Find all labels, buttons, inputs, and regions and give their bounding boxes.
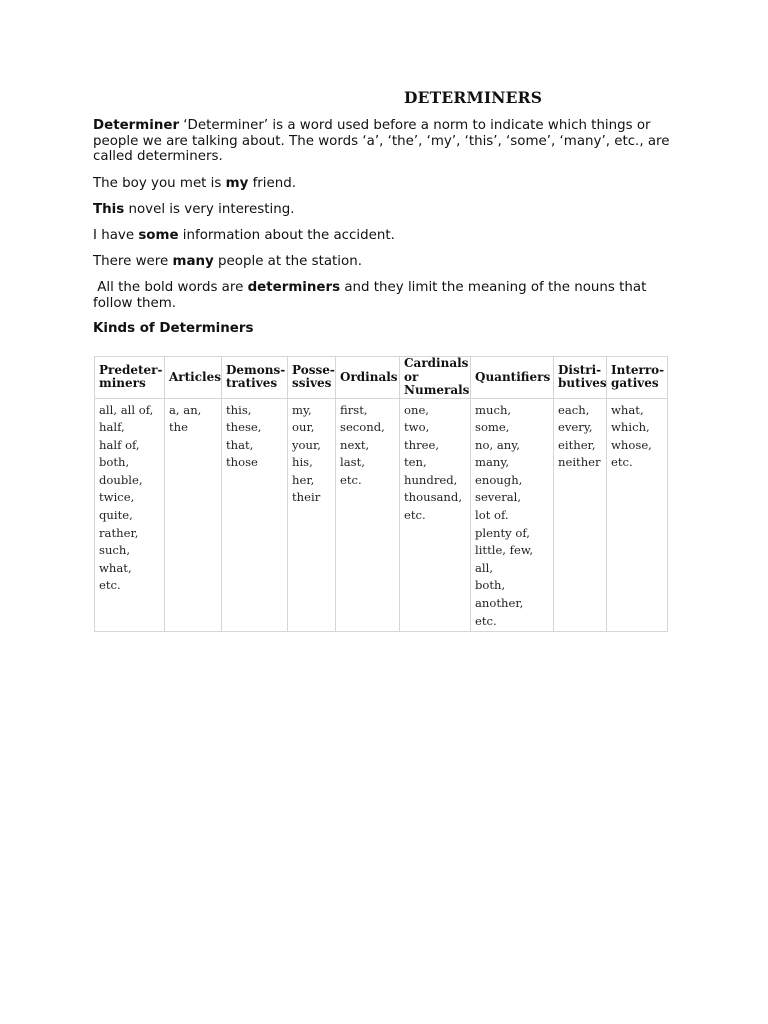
table-cell-item: all, all of, — [99, 402, 154, 417]
column-header-text: ssives — [292, 376, 332, 391]
table-cell-item: whose, — [611, 437, 652, 452]
column-header-text: Demons- — [226, 362, 286, 377]
table-cell-item: quite, — [99, 508, 133, 523]
table-header-row — [95, 357, 668, 399]
table-cell-item: much, — [475, 402, 512, 417]
column-header-text: Distri- — [558, 362, 602, 377]
column-header-text: gatives — [611, 376, 659, 391]
example-text: friend. — [248, 176, 297, 191]
table-cell-item: many, — [475, 455, 510, 470]
intro-text: ‘Determiner’ is a word used before a norm to indicate which things or people we are talking about. The words ‘a’, ‘the’, ‘my’, ‘this’, ‘some’, ‘many’, etc., are called determiners. — [93, 118, 670, 164]
example-text: people at the station. — [213, 254, 362, 269]
example-sentence — [93, 176, 673, 192]
table-cell-item: half, — [99, 420, 125, 435]
table-cell-item: one, — [404, 402, 429, 417]
table-cell-item: both, — [475, 578, 506, 593]
table-cell-item: both, — [99, 455, 130, 470]
table-cell-item: your, — [292, 437, 321, 452]
table-cell-item: etc. — [475, 613, 497, 628]
table-cell-item: several, — [475, 490, 522, 505]
table-cell-item: next, — [340, 437, 370, 452]
table-cell-item: last, — [340, 455, 365, 470]
table-cell-item: our, — [292, 420, 315, 435]
table-row — [95, 398, 668, 632]
column-header-text: Predeter- — [99, 362, 163, 377]
table-cell-item: two, — [404, 420, 430, 435]
example-bold-word: some — [138, 228, 179, 243]
kinds-heading-text: Kinds of Determiners — [93, 321, 254, 336]
table-cell-item: etc. — [404, 508, 426, 523]
table-cell — [336, 398, 400, 632]
summary-bold-word: determiners — [247, 280, 341, 295]
column-header — [554, 357, 607, 399]
example-text: The boy you met is — [93, 176, 226, 191]
example-text: I have — [93, 228, 139, 243]
intro-term: Determiner — [93, 118, 180, 133]
table-cell-item: this, — [226, 402, 252, 417]
table-cell-item: neither — [558, 455, 601, 470]
table-cell-item: etc. — [611, 455, 633, 470]
table-cell-item: etc. — [99, 578, 121, 593]
table-cell-item: plenty of, — [475, 525, 530, 540]
table-cell-item: rather, — [99, 525, 139, 540]
column-header-text: Cardinals — [404, 356, 469, 370]
column-header-text: Quantifiers — [475, 369, 551, 384]
table-cell — [222, 398, 288, 632]
example-sentence — [93, 228, 673, 244]
example-sentence — [93, 202, 673, 218]
table-cell — [95, 398, 165, 632]
table-cell-item: their — [292, 490, 321, 505]
table-cell-item: hundred, — [404, 472, 458, 487]
table-cell-item: another, — [475, 596, 524, 611]
table-cell-item: three, — [404, 437, 440, 452]
page-title: DETERMINERS — [404, 88, 543, 107]
example-text: novel is very interesting. — [124, 202, 295, 217]
column-header — [400, 357, 471, 399]
table-cell-item: first, — [340, 402, 368, 417]
table-cell-item: her, — [292, 472, 315, 487]
table-cell-item: thousand, — [404, 490, 463, 505]
column-header — [471, 357, 554, 399]
table-cell — [288, 398, 336, 632]
table-cell-item: what, — [611, 402, 644, 417]
column-header-text: Ordinals — [340, 369, 398, 384]
column-header-text: butives — [558, 376, 607, 391]
column-header — [288, 357, 336, 399]
example-bold-word: many — [172, 254, 214, 269]
table-cell-item: enough, — [475, 472, 523, 487]
column-header-text: Articles — [169, 369, 221, 384]
example-text: information about the accident. — [178, 228, 395, 243]
table-cell-item: twice, — [99, 490, 135, 505]
table-cell — [554, 398, 607, 632]
column-header-text: miners — [99, 376, 146, 391]
table-cell-item: the — [169, 420, 188, 435]
table-cell-item: that, — [226, 437, 254, 452]
table-cell — [607, 398, 668, 632]
example-text: There were — [93, 254, 173, 269]
table-cell-item: each, — [558, 402, 590, 417]
intro-paragraph — [93, 118, 673, 165]
table-cell-item: second, — [340, 420, 385, 435]
column-header-text: or — [404, 369, 419, 384]
table-cell-item: what, — [99, 560, 132, 575]
example-sentence — [93, 254, 673, 270]
determiners-table — [94, 356, 668, 632]
table-cell-item: ten, — [404, 455, 427, 470]
table-cell-item: no, any, — [475, 437, 520, 452]
column-header-text: Numerals — [404, 383, 470, 397]
column-header-text: Posse- — [292, 362, 335, 377]
table-cell-item: which, — [611, 420, 650, 435]
table-cell-item: his, — [292, 455, 313, 470]
table-cell — [400, 398, 471, 632]
table-cell — [165, 398, 222, 632]
column-header-text: Interro- — [611, 362, 665, 377]
table-cell-item: some, — [475, 420, 510, 435]
column-header — [165, 357, 222, 399]
table-cell-item: these, — [226, 420, 262, 435]
example-bold-word: my — [225, 176, 249, 191]
table-cell-item: such, — [99, 543, 131, 558]
column-header — [336, 357, 400, 399]
summary-paragraph — [93, 280, 673, 311]
table-cell-item: half of, — [99, 437, 140, 452]
table-cell-item: all, — [475, 560, 494, 575]
table-cell-item: etc. — [340, 472, 362, 487]
table-cell-item: every, — [558, 420, 593, 435]
column-header — [607, 357, 668, 399]
column-header — [222, 357, 288, 399]
table-cell-item: those — [226, 455, 258, 470]
table-cell-item: a, an, — [169, 402, 202, 417]
example-bold-word: This — [93, 202, 125, 217]
summary-text: All the bold words are — [93, 280, 248, 295]
table-cell-item: lot of. — [475, 508, 509, 523]
table-cell-item: my, — [292, 402, 312, 417]
table-cell — [471, 398, 554, 632]
table-cell-item: either, — [558, 437, 596, 452]
summary-text: and they limit the meaning of the nouns that follow them. — [93, 280, 651, 311]
column-header-text: tratives — [226, 376, 278, 391]
column-header — [95, 357, 165, 399]
table-cell-item: double, — [99, 472, 143, 487]
kinds-heading — [93, 321, 673, 337]
table-cell-item: little, few, — [475, 543, 534, 558]
